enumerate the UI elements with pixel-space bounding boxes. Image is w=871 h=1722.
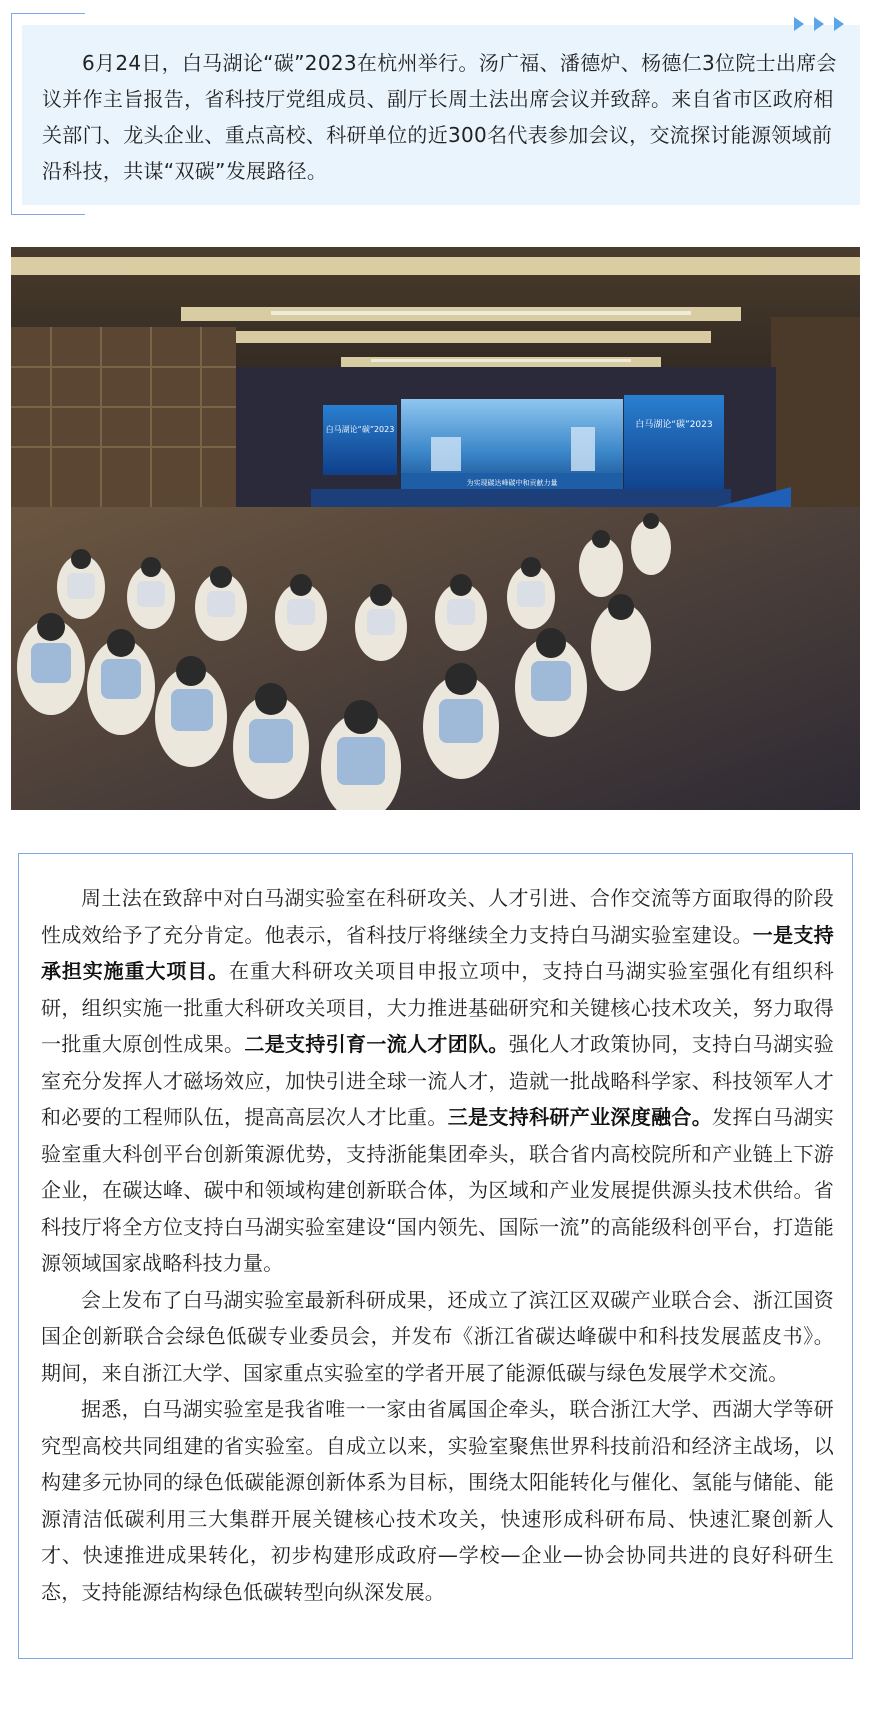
- conference-hall-illustration: [11, 247, 860, 810]
- intro-box: [22, 25, 860, 205]
- speech-intro: 周土法在致辞中对白马湖实验室在科研攻关、人才引进、合作交流等方面取得的阶段性成效给予了充分肯定。他表示，省科技厅将继续全力支持白马湖实验室建设。: [41, 886, 834, 947]
- screen-right-title: 白马湖论“碳”2023: [635, 420, 713, 430]
- article-body: [18, 853, 853, 1659]
- screen-center-caption: 为实现碳达峰碳中和贡献力量: [466, 479, 558, 487]
- paragraph-speech: [41, 880, 834, 1282]
- point-three-heading: 三是支持科研产业深度融合。: [447, 1105, 713, 1129]
- screen-left-title: 白马湖论“碳”2023: [325, 425, 395, 434]
- chevron-right-icon: [833, 16, 845, 32]
- paragraph-lab-intro: 据悉，白马湖实验室是我省唯一一家由省属国企牵头，联合浙江大学、西湖大学等研究型高校共同组建的省实验室。自成立以来，实验室聚焦世界科技前沿和经济主战场，以构建多元协同的绿色低碳能源创新体系为目标，围绕太阳能转化与催化、氢能与储能、能源清洁低碳利用三大集群开展关键核心技术攻关，快速形成科研布局、快速汇聚创新人才、快速推进成果转化，初步构建形成政府—学校—企业—协会协同共进的良好科研生态，支持能源结构绿色低碳转型向纵深发展。: [41, 1397, 834, 1604]
- point-three-text: 发挥白马湖实验室重大科创平台创新策源优势，支持浙能集团牵头，联合省内高校院所和产业链上下游企业，在碳达峰、碳中和领域构建创新联合体，为区域和产业发展提供源头技术供给。省科技厅将全方位支持白马湖实验室建设“国内领先、国际一流”的高能级科创平台，打造能源领域国家战略科技力量。: [41, 1105, 834, 1275]
- conference-photo: [11, 247, 860, 810]
- paragraph-release: 会上发布了白马湖实验室最新科研成果，还成立了滨江区双碳产业联合会、浙江国资国企创新联合会绿色低碳专业委员会，并发布《浙江省碳达峰碳中和科技发展蓝皮书》。期间，来自浙江大学、国家重点实验室的学者开展了能源低碳与绿色发展学术交流。: [41, 1287, 834, 1385]
- chevron-right-icon: [813, 16, 825, 32]
- point-two-heading: 二是支持引育一流人才团队。: [244, 1032, 509, 1056]
- chevron-right-icon: [793, 16, 805, 32]
- point-two-text: 强化人才政策协同，支持白马湖实验室充分发挥人才磁场效应，加快引进全球一流人才，造就一批战略科学家、科技领军人才和必要的工程师队伍，提高高层次人才比重。: [41, 1032, 834, 1129]
- point-one-text: 在重大科研攻关项目申报立项中，支持白马湖实验室强化有组织科研，组织实施一批重大科研攻关项目，大力推进基础研究和关键核心技术攻关，努力取得一批重大原创性成果。: [41, 959, 834, 1056]
- chevron-decoration: [793, 16, 845, 32]
- intro-paragraph: 6月24日，白马湖论“碳”2023在杭州举行。汤广福、潘德炉、杨德仁3位院士出席会议并作主旨报告，省科技厅党组成员、副厅长周土法出席会议并致辞。来自省市区政府相关部门、龙头企业、重点高校、科研单位的近300名代表参加会议，交流探讨能源领域前沿科技，共谋“双碳”发展路径。: [42, 51, 837, 183]
- point-one-heading: 一是支持承担实施重大项目。: [41, 922, 834, 983]
